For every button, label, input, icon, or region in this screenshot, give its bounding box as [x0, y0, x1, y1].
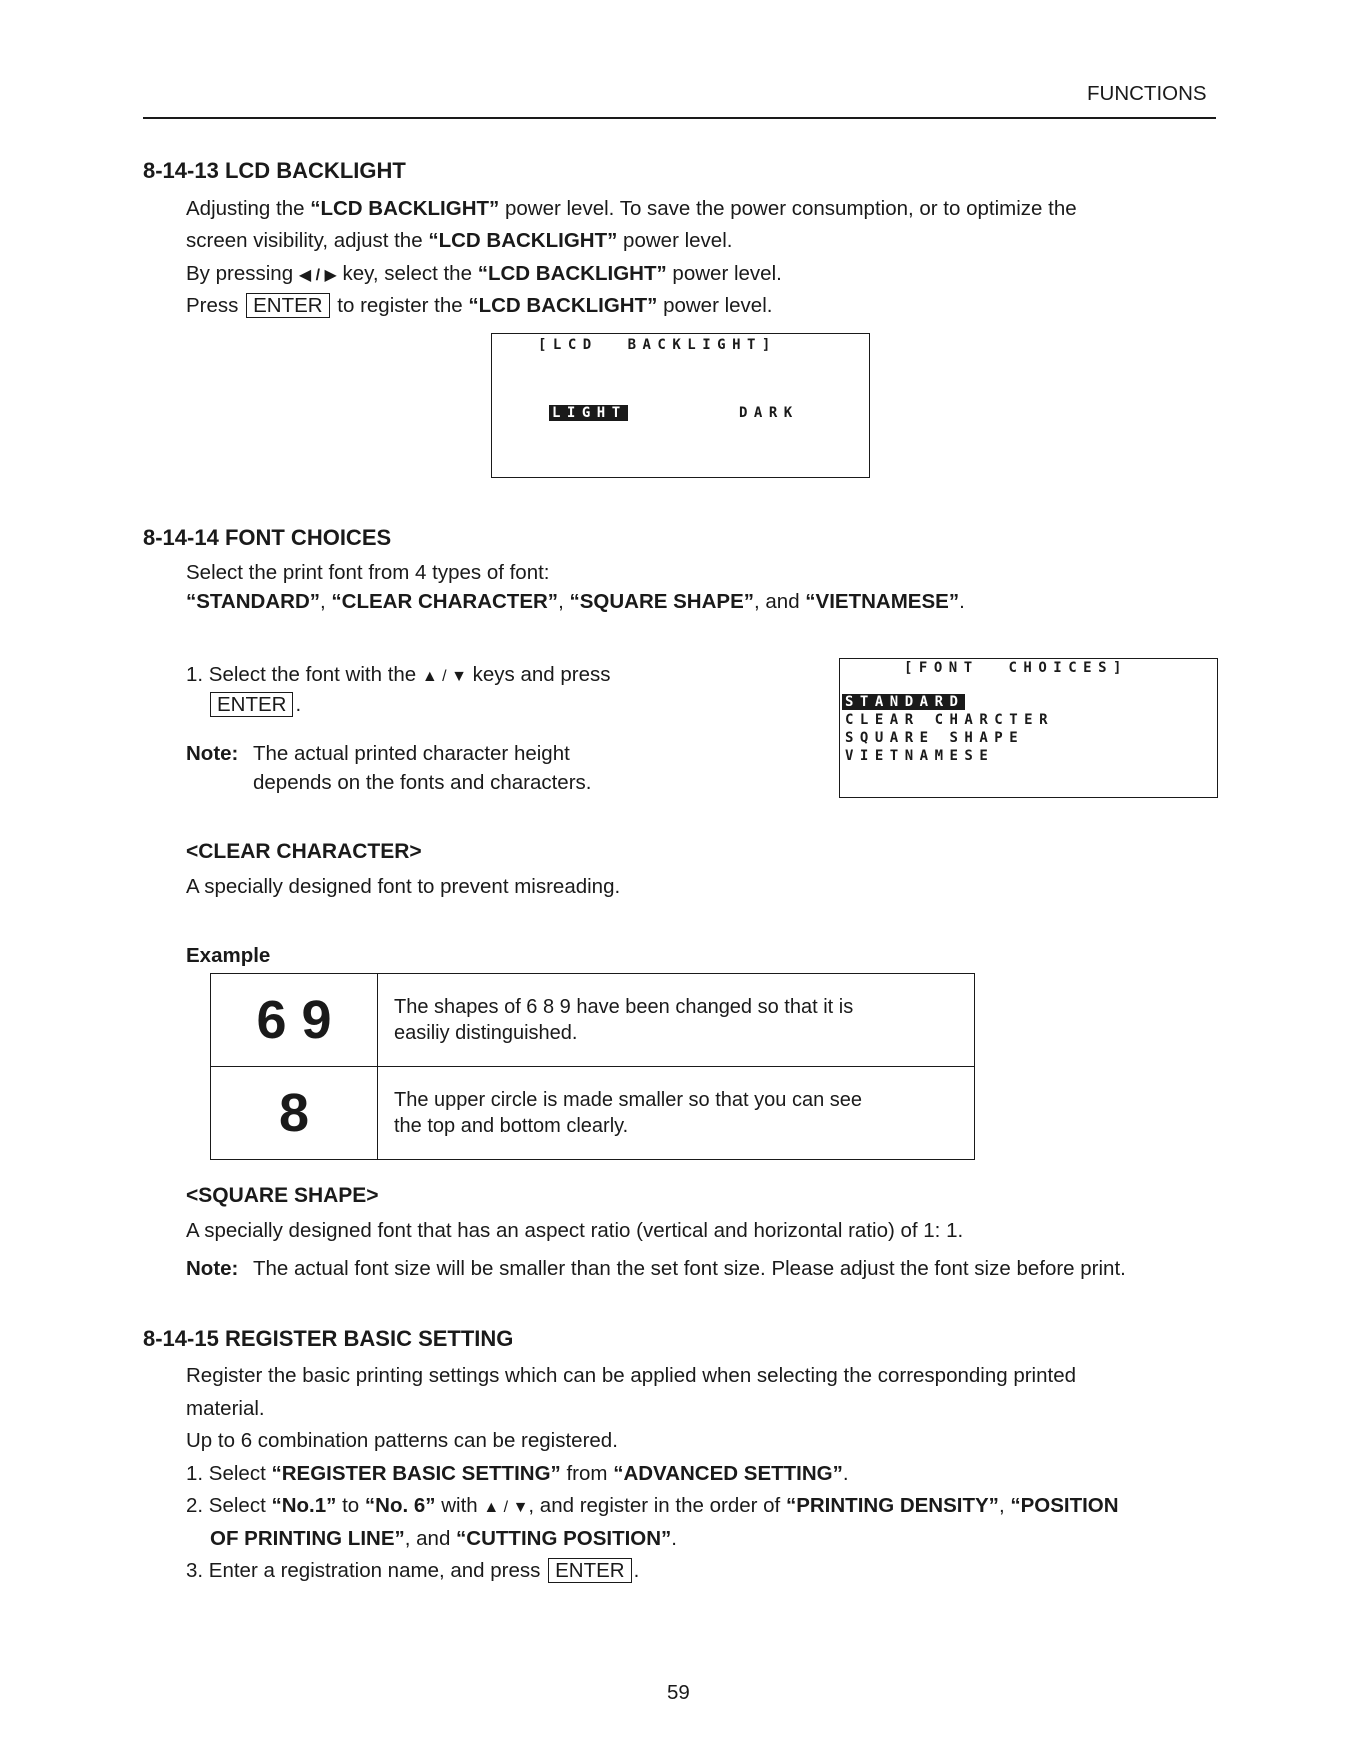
clear-character-desc: A specially designed font to prevent misreading. — [186, 875, 621, 898]
lcd-font-item-clear: CLEAR CHARCTER — [845, 712, 1055, 728]
section-heading-register-basic-setting: 8-14-15 REGISTER BASIC SETTING — [143, 1326, 514, 1351]
register-paragraph-line2: material. — [186, 1397, 265, 1420]
enter-key-label: ENTER — [210, 692, 293, 717]
lcd-backlight-title: [LCD BACKLIGHT] — [538, 337, 777, 353]
register-step-3: 3. Enter a registration name, and press ENTER . — [186, 1559, 640, 1582]
square-note-text: The actual font size will be smaller than the set font size. Please adjust the font size before print. — [253, 1257, 1126, 1280]
font-note-line2: depends on the fonts and characters. — [253, 771, 592, 794]
backlight-paragraph-line2: screen visibility, adjust the “LCD BACKLIGHT” power level. — [186, 229, 733, 252]
square-note-label: Note: — [186, 1257, 239, 1280]
backlight-paragraph-line4: Press ENTER to register the “LCD BACKLIGHT” power level. — [186, 294, 773, 317]
section-heading-lcd-backlight: 8-14-13 LCD BACKLIGHT — [143, 158, 406, 183]
font-choices-intro: Select the print font from 4 types of font: — [186, 561, 550, 584]
up-down-arrow-icon: ▲ / ▼ — [421, 668, 467, 685]
table-row — [211, 1067, 975, 1160]
running-header: FUNCTIONS — [1087, 82, 1207, 105]
font-step-1: 1. Select the font with the ▲ / ▼ keys and press — [186, 663, 611, 686]
font-choices-list: “STANDARD”, “CLEAR CHARACTER”, “SQUARE SHAPE”, and “VIETNAMESE”. — [186, 590, 965, 613]
lcd-backlight-screen — [491, 333, 870, 478]
lcd-font-item-vietnamese: VIETNAMESE — [845, 748, 995, 764]
example-glyph: 6 9 — [211, 974, 378, 1067]
example-description: The upper circle is made smaller so that you can see the top and bottom clearly. — [378, 1067, 975, 1160]
backlight-paragraph-line3: By pressing ◀ / ▶ key, select the “LCD BACKLIGHT” power level. — [186, 262, 782, 285]
register-paragraph-line3: Up to 6 combination patterns can be registered. — [186, 1429, 618, 1452]
up-down-arrow-icon: ▲ / ▼ — [483, 1499, 529, 1516]
example-table — [210, 973, 975, 1160]
square-shape-heading: <SQUARE SHAPE> — [186, 1184, 379, 1207]
clear-character-heading: <CLEAR CHARACTER> — [186, 840, 422, 863]
lcd-font-item-standard: STANDARD — [842, 694, 965, 711]
enter-key-label: ENTER — [246, 293, 329, 318]
register-step-1: 1. Select “REGISTER BASIC SETTING” from “ADVANCED SETTING”. — [186, 1462, 849, 1485]
register-paragraph-line1: Register the basic printing settings which can be applied when selecting the corresponding printed — [186, 1364, 1077, 1387]
font-step-1-enter: ENTER . — [208, 693, 301, 717]
square-shape-desc: A specially designed font that has an aspect ratio (vertical and horizontal ratio) of 1: 1. — [186, 1219, 964, 1242]
example-glyph: 8 — [211, 1067, 378, 1160]
lcd-font-choices-screen — [839, 658, 1218, 798]
lcd-font-title: [FONT CHOICES] — [904, 660, 1128, 676]
table-row — [211, 974, 975, 1067]
left-right-arrow-icon: ◀ / ▶ — [298, 267, 337, 284]
register-step-2-cont: OF PRINTING LINE”, and “CUTTING POSITION”. — [210, 1527, 677, 1550]
lcd-option-light: LIGHT — [549, 405, 628, 422]
font-note-line1: The actual printed character height — [253, 742, 570, 765]
header-rule — [143, 117, 1216, 119]
lcd-font-item-square: SQUARE SHAPE — [845, 730, 1025, 746]
enter-key-label: ENTER — [548, 1558, 631, 1583]
backlight-paragraph-line1: Adjusting the “LCD BACKLIGHT” power level. To save the power consumption, or to optimize the — [186, 197, 1077, 220]
page-number: 59 — [667, 1681, 690, 1704]
section-heading-font-choices: 8-14-14 FONT CHOICES — [143, 525, 392, 550]
example-description: The shapes of 6 8 9 have been changed so that it is easiliy distinguished. — [378, 974, 975, 1067]
register-step-2: 2. Select “No.1” to “No. 6” with ▲ / ▼, and register in the order of “PRINTING DENSITY”, “POSITION — [186, 1494, 1119, 1517]
lcd-option-dark: DARK — [739, 405, 799, 421]
font-note-label: Note: — [186, 742, 239, 765]
example-label: Example — [186, 944, 271, 967]
